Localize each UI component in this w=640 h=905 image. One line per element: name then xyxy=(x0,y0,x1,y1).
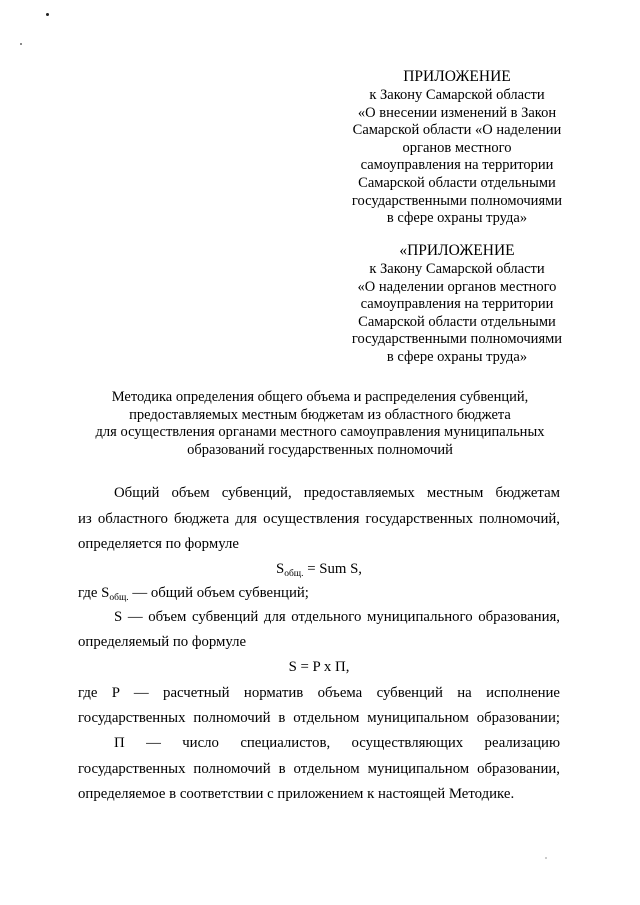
formula-subscript: общ. xyxy=(284,569,304,579)
appendix-line: самоуправления на территории xyxy=(360,296,554,313)
paragraph-line: определяемое в соответствии с приложением к настоящей Методике. xyxy=(78,786,515,802)
appendix-line: самоуправления на территории xyxy=(360,157,554,174)
title-line: предоставляемых местным бюджетам из областного бюджета xyxy=(129,406,511,423)
formula-rest: = Sum S, xyxy=(303,561,363,577)
title-line: образований государственных полномочий xyxy=(187,441,453,458)
paragraph-line: определяемый по формуле xyxy=(78,634,247,650)
definition-line xyxy=(78,584,560,607)
paragraph-line: где P — расчетный норматив объема субвенций на исполнение xyxy=(78,685,560,701)
scan-speck xyxy=(545,857,547,859)
formula-symbol: S xyxy=(275,561,285,577)
appendix-line: к Закону Самарской области xyxy=(369,261,545,277)
appendix-line: Самарской области «О наделении xyxy=(352,122,562,139)
title-line: Методика определения общего объема и распределения субвенций, xyxy=(111,389,529,405)
definition-rest: — общий объем субвенций; xyxy=(128,585,309,601)
paragraph-line: Общий объем субвенций, предоставляемых местным бюджетам xyxy=(114,485,560,501)
appendix-line: «О наделении органов местного xyxy=(357,278,557,295)
appendix-header-1 xyxy=(322,67,592,228)
appendix-line: Самарской области отдельными xyxy=(358,174,556,191)
appendix-line: государственными полномочиями xyxy=(351,192,563,209)
paragraph-line: S — объем субвенций для отдельного муниципального образования, xyxy=(114,609,560,625)
appendix-line: в сфере охраны труда» xyxy=(386,348,528,365)
appendix-header-2 xyxy=(322,241,592,367)
scan-speck xyxy=(46,13,49,16)
scan-speck xyxy=(20,43,22,45)
appendix-title: ПРИЛОЖЕНИЕ xyxy=(403,68,511,85)
paragraph-line: государственных полномочий в отдельном муниципальном образовании, xyxy=(78,761,560,777)
paragraph-line: определяется по формуле xyxy=(78,536,239,552)
title-line: для осуществления органами местного самоуправления муниципальных xyxy=(95,424,545,441)
paragraph-line: государственных полномочий в отдельном муниципальном образовании; xyxy=(78,710,560,726)
paragraph-line: П — число специалистов, осуществляющих реализацию xyxy=(114,735,560,751)
formula-total xyxy=(78,560,560,583)
definition-subscript: общ. xyxy=(109,593,129,603)
method-title xyxy=(60,389,580,459)
appendix-line: к Закону Самарской области xyxy=(369,87,545,103)
appendix-line: «О внесении изменений в Закон xyxy=(357,104,557,121)
appendix-line: органов местного xyxy=(402,139,512,156)
appendix-title: «ПРИЛОЖЕНИЕ xyxy=(399,242,515,259)
appendix-line: в сфере охраны труда» xyxy=(386,210,528,227)
formula-subvention: S = P x П, xyxy=(288,659,350,675)
appendix-line: государственными полномочиями xyxy=(351,331,563,348)
paragraph-line: из областного бюджета для осуществления государственных полномочий, xyxy=(78,511,560,527)
appendix-line: Самарской области отдельными xyxy=(358,313,556,330)
definition-prefix: где S xyxy=(78,585,110,601)
